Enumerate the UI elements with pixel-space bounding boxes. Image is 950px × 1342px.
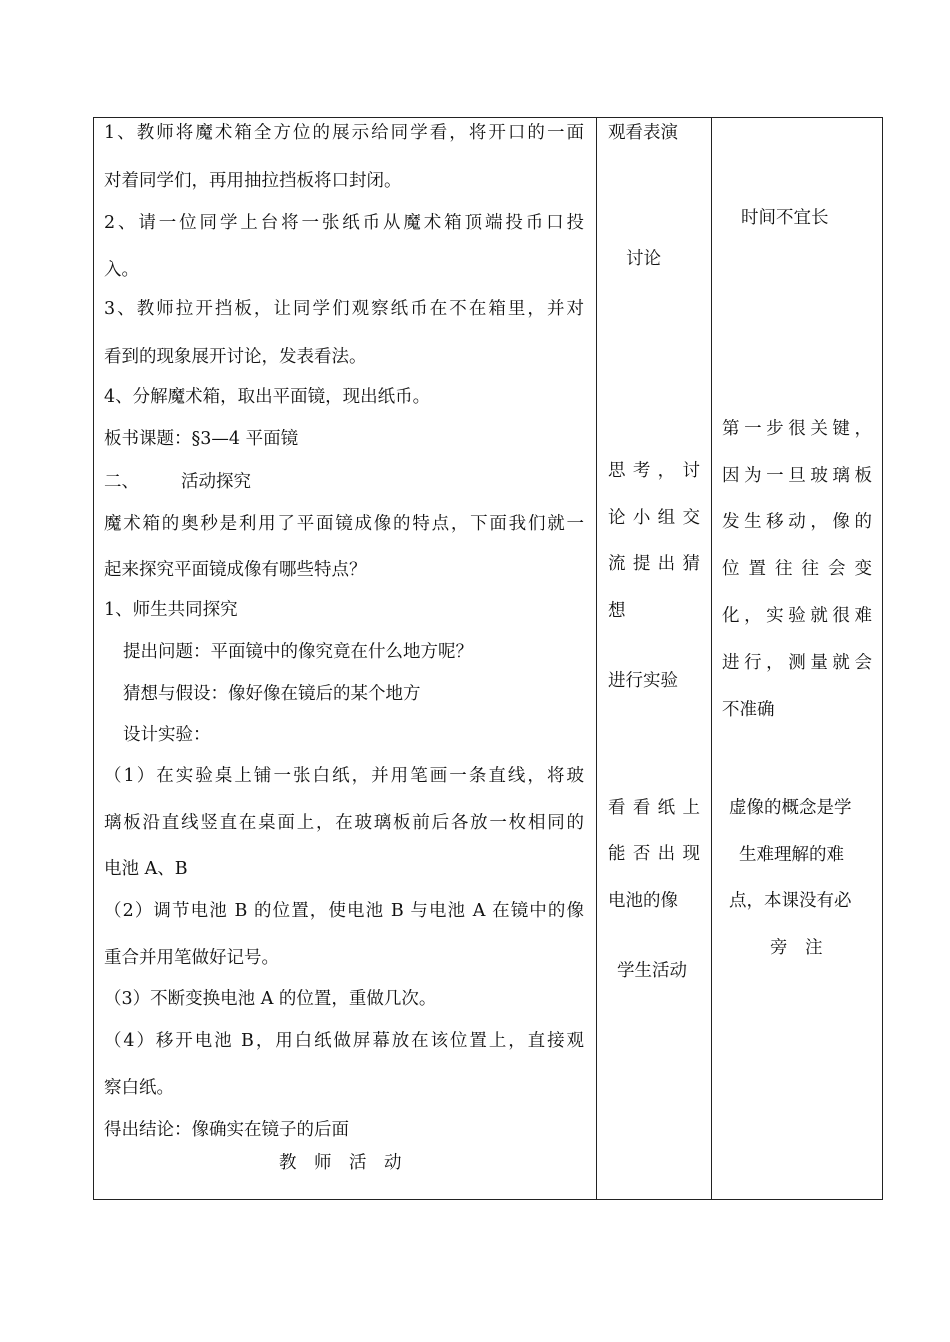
note-line: 点，本课没有必: [729, 891, 852, 911]
conclusion-line: 得出结论：像确实在镜子的后面: [104, 1120, 349, 1140]
note-line: 虚像的概念是学: [729, 798, 852, 818]
student-line: 流提出猜: [608, 554, 700, 574]
teacher-line: 4、分解魔术箱，取出平面镜，现出纸币。: [104, 387, 431, 407]
note-line: 位置往往会变: [722, 559, 872, 579]
note-line: 化，实验就很难: [722, 606, 872, 626]
teacher-line: 3、教师拉开挡板，让同学们观察纸币在不在箱里，并对: [104, 299, 584, 319]
teacher-line: 魔术箱的奥秒是利用了平面镜成像的特点，下面我们就一: [104, 514, 584, 534]
student-line: 思考，讨: [608, 461, 700, 481]
student-line: 讨论: [626, 249, 661, 269]
student-line: 进行实验: [608, 671, 678, 691]
teacher-line: 电池 A、B: [104, 859, 188, 879]
student-line: 观看表演: [608, 123, 678, 143]
section-heading: 活动探究: [181, 472, 251, 492]
student-line: 看看纸上: [608, 798, 700, 818]
side-notes-column: [712, 118, 883, 1200]
teacher-line: （2）调节电池 B 的位置，使电池 B 与电池 A 在镜中的像: [104, 901, 584, 921]
teacher-activity-column: [94, 118, 597, 1200]
teacher-line: （3）不断变换电池 A 的位置，重做几次。: [104, 989, 437, 1009]
teacher-line: 猜想与假设：像好像在镜后的某个地方: [123, 684, 421, 704]
student-line: 能否出现: [608, 844, 700, 864]
teacher-line: （4）移开电池 B，用白纸做屏幕放在该位置上，直接观: [104, 1031, 584, 1051]
student-activity-label: 学生活动: [617, 961, 687, 981]
teacher-line: 1、教师将魔术箱全方位的展示给同学看，将开口的一面: [104, 123, 584, 143]
section-number: 二、: [104, 472, 139, 492]
student-line: 想: [608, 601, 626, 621]
subsection-heading: 1、师生共同探究: [104, 600, 238, 620]
note-line: 时间不宜长: [741, 208, 829, 228]
note-line: 因为一旦玻璃板: [722, 466, 872, 486]
teacher-line: 提出问题：平面镜中的像究竟在什么地方呢？: [123, 642, 473, 662]
teacher-line: （1）在实验桌上铺一张白纸，并用笔画一条直线，将玻: [104, 766, 584, 786]
teacher-line: 对着同学们，再用抽拉挡板将口封闭。: [104, 171, 402, 191]
note-line: 进行，测量就会: [722, 653, 872, 673]
teacher-activity-label: 教 师 活 动: [279, 1153, 402, 1173]
student-line: 论小组交: [608, 508, 700, 528]
teacher-line: 看到的现象展开讨论，发表看法。: [104, 347, 367, 367]
teacher-line: 察白纸。: [104, 1078, 174, 1098]
lesson-table: [93, 117, 883, 1200]
teacher-line: 入。: [104, 260, 139, 280]
note-line: 生难理解的难: [739, 845, 844, 865]
student-activity-column: [597, 118, 712, 1200]
teacher-line: 璃板沿直线竖直在桌面上，在玻璃板前后各放一枚相同的: [104, 813, 584, 833]
note-line: 发生移动，像的: [722, 512, 872, 532]
blackboard-title: 板书课题：§3—4 平面镜: [104, 429, 299, 449]
teacher-line: 起来探究平面镜成像有哪些特点？: [104, 560, 367, 580]
side-notes-label: 旁 注: [770, 938, 823, 958]
note-line: 第一步很关键，: [722, 419, 872, 439]
teacher-line: 设计实验：: [123, 725, 211, 745]
teacher-line: 2、请一位同学上台将一张纸币从魔术箱顶端投币口投: [104, 213, 584, 233]
student-line: 电池的像: [608, 891, 678, 911]
teacher-line: 重合并用笔做好记号。: [104, 948, 279, 968]
note-line: 不准确: [722, 700, 775, 720]
